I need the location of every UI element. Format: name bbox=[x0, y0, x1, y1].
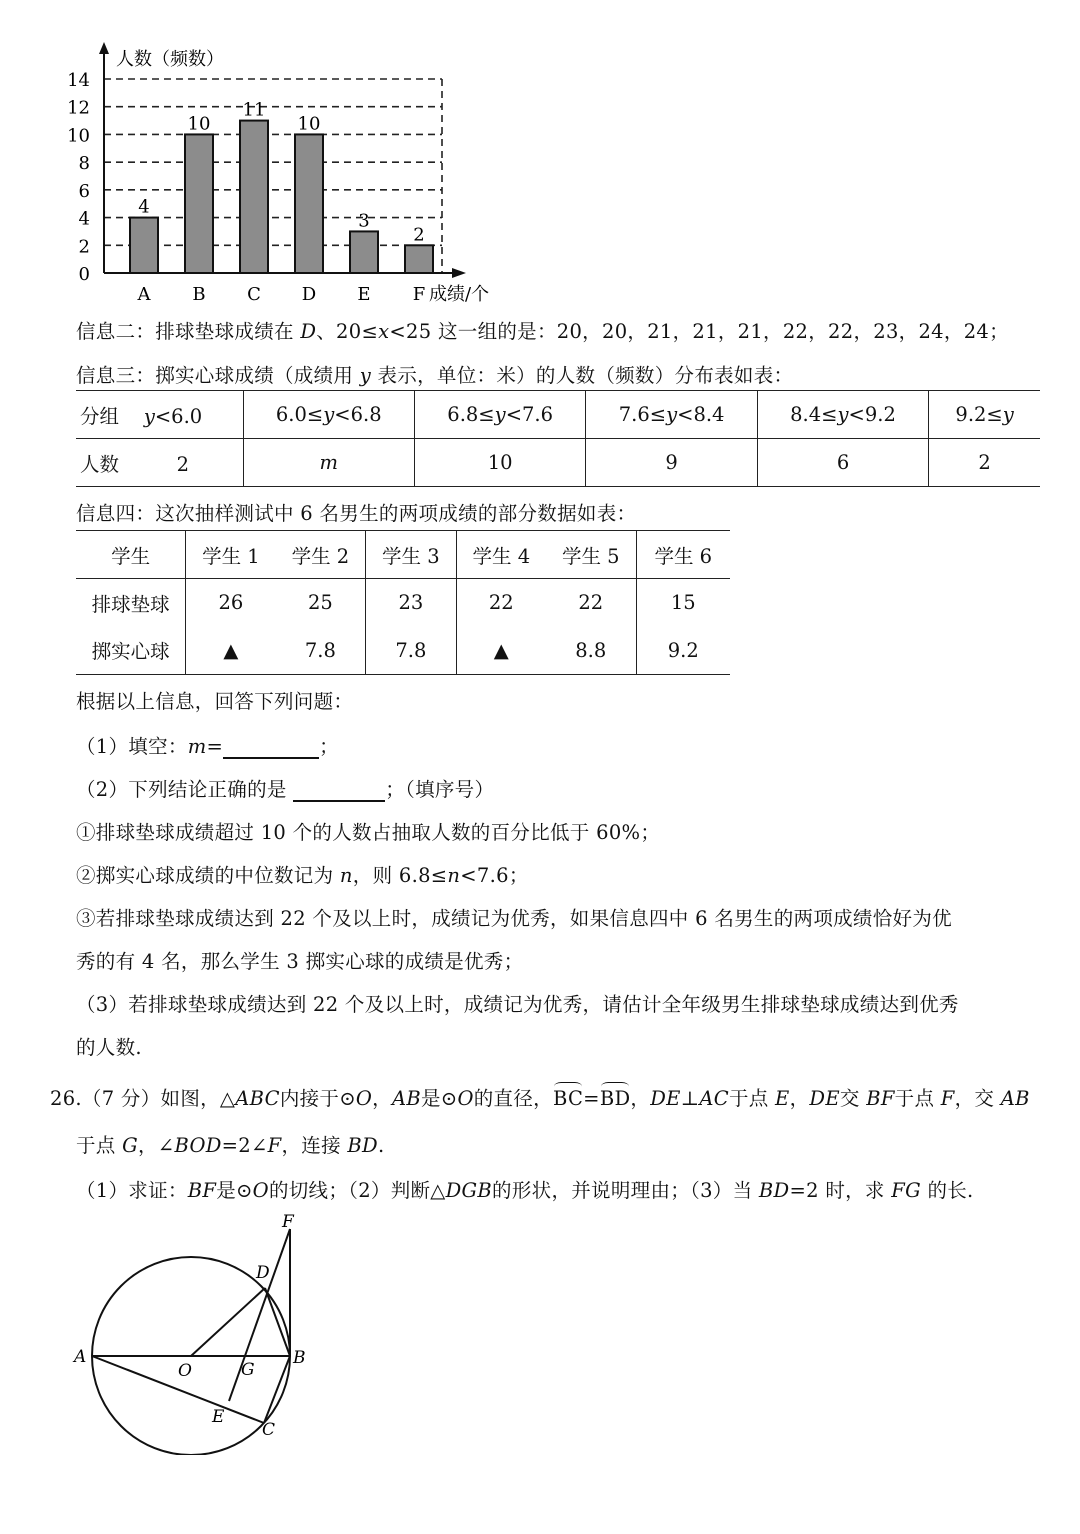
problem26-line3: （1）求证：BF是⊙O的切线；（2）判断△DGB的形状，并说明理由；（3）当 BD=2 时，求 FG 的长. bbox=[76, 1179, 974, 1202]
header-cell: 学生 4 bbox=[472, 544, 531, 568]
label-o: O bbox=[178, 1361, 192, 1381]
segment-bd bbox=[265, 1288, 290, 1356]
label-d: D bbox=[256, 1263, 270, 1283]
score-cell: 7.8 bbox=[276, 627, 366, 675]
count-cell: 人数 2 bbox=[76, 439, 243, 487]
header-cell: 学生 6 bbox=[654, 544, 713, 568]
label-c: C bbox=[262, 1420, 276, 1440]
segment-bc bbox=[264, 1356, 290, 1423]
group-cell: 分组 y<6.0 bbox=[76, 391, 243, 439]
y-tick-label: 6 bbox=[78, 180, 90, 202]
score-cell: 9.2 bbox=[667, 638, 699, 662]
score-cell: 23 bbox=[366, 579, 456, 627]
question-3-line2: 的人数. bbox=[76, 1036, 142, 1059]
throw-distribution-table bbox=[76, 390, 1040, 487]
score-cell: ▲ bbox=[493, 638, 509, 662]
bar bbox=[240, 121, 268, 273]
bar bbox=[350, 231, 378, 273]
bar bbox=[185, 134, 213, 273]
x-tick-label: D bbox=[301, 284, 317, 305]
score-cell: 22 bbox=[488, 591, 514, 615]
score-cell: ▲ bbox=[223, 638, 239, 662]
group-cell: 9.2≤y bbox=[955, 403, 1014, 426]
x-axis-arrow bbox=[452, 268, 466, 278]
count-cell: 6 bbox=[757, 439, 928, 487]
label-f: F bbox=[282, 1212, 294, 1232]
statement-2: ②掷实心球成绩的中位数记为 n，则 6.8≤n<7.6； bbox=[76, 864, 529, 887]
group-cell: 7.6≤y<8.4 bbox=[586, 391, 757, 439]
count-cell: 9 bbox=[586, 439, 757, 487]
statement-3-line1: ③若排球垫球成绩达到 22 个及以上时，成绩记为优秀，如果信息四中 6 名男生的两项成绩恰好为优 bbox=[76, 907, 952, 930]
y-tick-label: 12 bbox=[67, 97, 90, 119]
bar-value-label: 4 bbox=[138, 196, 150, 218]
question-3-line1: （3）若排球垫球成绩达到 22 个及以上时，成绩记为优秀，请估计全年级男生排球垫球成绩达到优秀 bbox=[76, 993, 959, 1016]
question-1: （1）填空：m= ； bbox=[76, 735, 339, 758]
segment-od bbox=[191, 1288, 265, 1356]
score-cell: 25 bbox=[276, 579, 366, 627]
y-axis-title: 人数（频数） bbox=[116, 49, 224, 70]
question-2: （2）下列结论正确的是 ；（填序号） bbox=[76, 778, 495, 801]
header-cell: 学生 3 bbox=[366, 531, 456, 579]
answer-blank[interactable] bbox=[223, 737, 319, 759]
group-cell: 6.0≤y<6.8 bbox=[243, 391, 414, 439]
bar bbox=[295, 134, 323, 273]
arc-bd: BD bbox=[599, 1087, 631, 1110]
x-axis-title: 成绩/个 bbox=[429, 284, 490, 305]
count-cell: 2 bbox=[978, 451, 991, 474]
y-tick-label: 0 bbox=[78, 264, 90, 285]
x-tick-label: F bbox=[412, 284, 426, 305]
questions-intro: 根据以上信息，回答下列问题： bbox=[76, 690, 354, 713]
score-cell: 8.8 bbox=[546, 627, 636, 675]
label-g: G bbox=[241, 1360, 255, 1380]
bar-value-label: 11 bbox=[242, 99, 266, 121]
bar bbox=[130, 218, 158, 273]
score-cell: 22 bbox=[546, 579, 636, 627]
header-cell: 学生 5 bbox=[546, 531, 636, 579]
info3-text: 信息三：掷实心球成绩（成绩用 y 表示，单位：米）的人数（频数）分布表如表： bbox=[76, 364, 794, 387]
group-cell: 8.4≤y<9.2 bbox=[757, 391, 928, 439]
label-a: A bbox=[74, 1347, 87, 1367]
info4-text: 信息四：这次抽样测试中 6 名男生的两项成绩的部分数据如表： bbox=[76, 502, 637, 525]
y-tick-label: 2 bbox=[78, 236, 90, 258]
header-cell: 学生 bbox=[76, 531, 186, 579]
x-tick-label: A bbox=[137, 284, 151, 305]
bar bbox=[405, 245, 433, 273]
header-cell: 学生 1 bbox=[202, 544, 260, 568]
student-scores-table bbox=[76, 530, 730, 675]
score-cell: 26 bbox=[218, 591, 244, 615]
info2-text: 信息二：排球垫球成绩在 D、20≤x<25 这一组的是：20，20，21，21，21，22，22，23，24，24； bbox=[76, 320, 1009, 343]
row-label: 排球垫球 bbox=[76, 579, 186, 627]
count-cell: 10 bbox=[414, 439, 585, 487]
x-tick-label: E bbox=[357, 284, 371, 305]
row-label: 掷实心球 bbox=[76, 627, 186, 675]
y-tick-label: 10 bbox=[67, 125, 90, 147]
y-tick-label: 14 bbox=[67, 70, 90, 91]
x-tick-label: C bbox=[247, 284, 261, 305]
problem26-line1: 26.（7 分）如图，△ABC内接于⊙O，AB是⊙O的直径，BC=BD，DE⊥AC于点 E，DE交 BF于点 F，交 AB bbox=[50, 1087, 1030, 1110]
label-b: B bbox=[293, 1348, 306, 1368]
frequency-bar-chart bbox=[60, 40, 530, 310]
label-e: E bbox=[212, 1407, 225, 1427]
header-cell: 学生 2 bbox=[276, 531, 366, 579]
answer-blank[interactable] bbox=[293, 780, 385, 802]
y-tick-label: 8 bbox=[78, 153, 90, 175]
statement-3-line2: 秀的有 4 名，那么学生 3 掷实心球的成绩是优秀； bbox=[76, 950, 524, 973]
score-cell: 7.8 bbox=[366, 627, 456, 675]
count-cell: m bbox=[243, 439, 414, 487]
y-tick-label: 4 bbox=[78, 208, 90, 230]
y-axis-arrow bbox=[99, 42, 109, 54]
group-cell: 6.8≤y<7.6 bbox=[414, 391, 585, 439]
statement-1: ①排球垫球成绩超过 10 个的人数占抽取人数的百分比低于 60%； bbox=[76, 821, 661, 844]
bar-value-label: 10 bbox=[297, 113, 321, 135]
arc-bc: BC bbox=[552, 1087, 584, 1110]
score-cell: 15 bbox=[670, 591, 696, 615]
circle-geometry-figure bbox=[70, 1205, 330, 1455]
bar-value-label: 2 bbox=[413, 224, 425, 246]
problem26-line2: 于点 G，∠BOD=2∠F，连接 BD. bbox=[76, 1134, 385, 1157]
bar-value-label: 10 bbox=[187, 113, 211, 135]
bar-value-label: 3 bbox=[358, 210, 370, 232]
x-tick-label: B bbox=[192, 284, 206, 305]
